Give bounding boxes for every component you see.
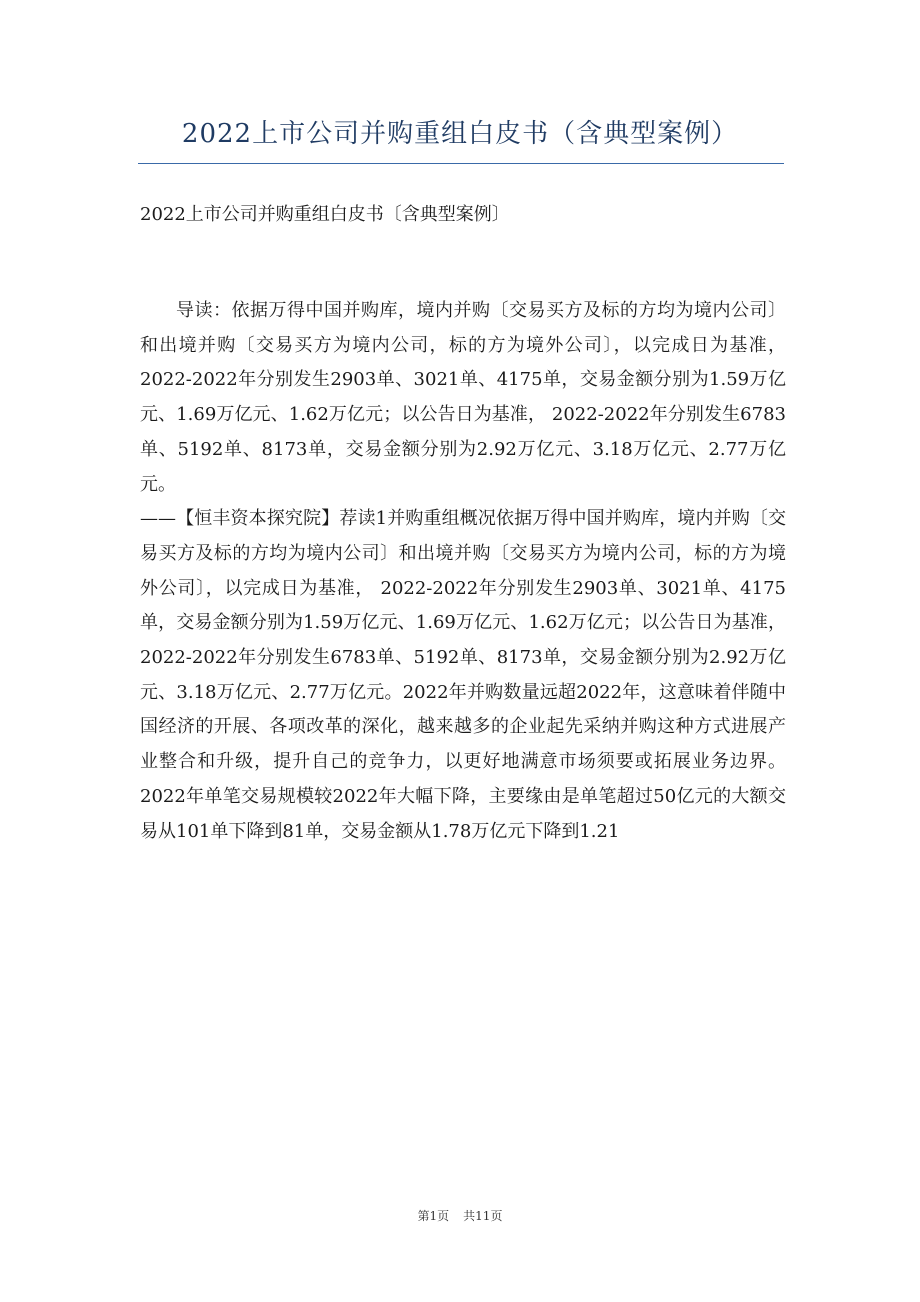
document-subtitle: 2022上市公司并购重组白皮书〔含典型案例〕 xyxy=(140,204,510,225)
body-paragraph-main: ——【恒丰资本探究院】荐读1并购重组概况依据万得中国并购库，境内并购〔交易买方及标的方均为境内公司〕和出境并购〔交易买方为境内公司，标的方为境外公司〕，以完成日为基准， 2022-2022年分别发生2903单、3021单、4175单，交易金额分别为1.59万亿元、1.69万亿元、1.62万亿元；以公告日为基准， 2022-2022年分别发生6783单、5192单、8173单，交易金额分别为2.92万亿元、3.18万亿元、2.77万亿元。2022年并购数量远超2022年，这意味着伴随中国经济的开展、各项改革的深化，越来越多的企业起先采纳并购这种方式进展产业整合和升级，提升自己的竞争力，以更好地满意市场须要或拓展业务边界。2022年单笔交易规模较2022年大幅下降，主要缘由是单笔超过50亿元的大额交易从101单下降到81单，交易金额从1.78万亿元下降到1.21 xyxy=(140,508,786,842)
document-title: 2022上市公司并购重组白皮书（含典型案例） xyxy=(181,119,739,149)
page-number: 第1页 xyxy=(417,1209,450,1223)
page-total: 共11页 xyxy=(463,1209,503,1223)
document-body xyxy=(140,294,786,849)
body-paragraph-intro: 导读：依据万得中国并购库，境内并购〔交易买方及标的方均为境内公司〕和出境并购〔交易买方为境内公司，标的方为境外公司〕，以完成日为基准，2022-2022年分别发生2903单、3021单、4175单，交易金额分别为1.59万亿元、1.69万亿元、1.62万亿元；以公告日为基准， 2022-2022年分别发生6783单、5192单、8173单，交易金额分别为2.92万亿元、3.18万亿元、2.77万亿元。 xyxy=(140,300,786,495)
page-footer xyxy=(0,1207,920,1225)
title-divider xyxy=(138,163,784,164)
